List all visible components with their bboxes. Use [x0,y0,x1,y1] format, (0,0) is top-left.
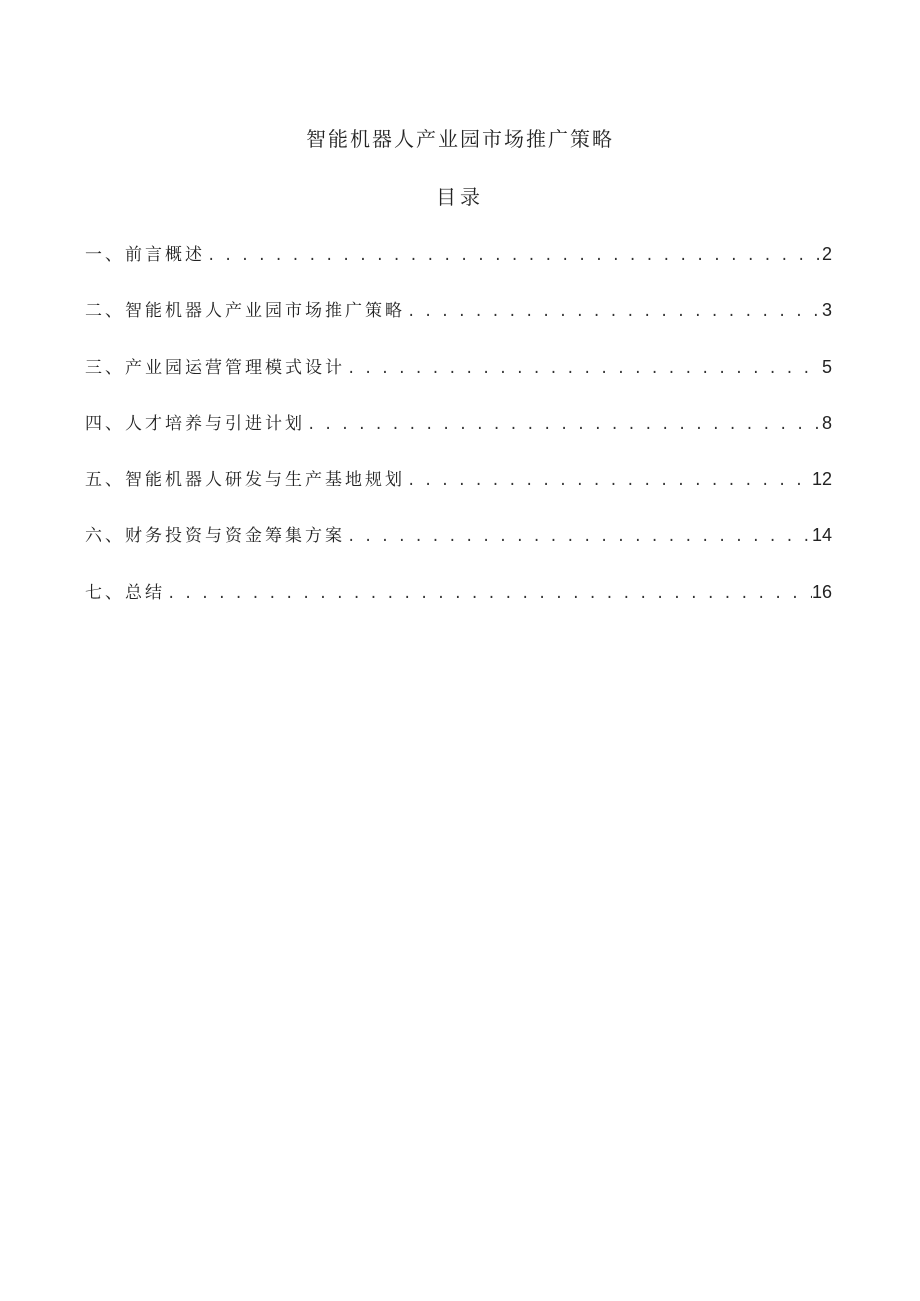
toc-entry-page-number: 14 [811,525,832,546]
toc-entry-talent-plan[interactable] [85,408,832,438]
dot-leader [345,354,822,384]
toc-entry-rd-base-planning[interactable] [85,464,832,494]
toc-entry-financing-plan[interactable] [85,520,832,550]
toc-entry-operations-model[interactable] [85,352,832,382]
toc-entry-label: 七、总结 [85,582,165,603]
toc-entry-marketing-strategy[interactable] [85,295,832,325]
toc-entry-preface[interactable] [85,239,832,269]
dot-leader [345,522,812,552]
toc-entry-page-number: 12 [811,469,832,490]
toc-entry-page-number: 8 [821,412,832,433]
toc-entry-page-number: 5 [821,356,832,377]
toc-entry-label: 二、智能机器人产业园市场推广策略 [85,301,405,322]
dot-leader [205,241,822,271]
dot-leader [405,297,822,327]
dot-leader [165,579,812,609]
toc-entry-summary[interactable] [85,577,832,607]
toc-heading: 目录 [436,185,484,209]
toc-entry-label: 四、人才培养与引进计划 [85,413,305,434]
toc-entry-page-number: 16 [811,581,832,602]
toc-entry-label: 三、产业园运营管理模式设计 [85,357,345,378]
toc-entry-page-number: 3 [821,300,832,321]
toc-entry-label: 六、财务投资与资金筹集方案 [85,526,345,547]
toc-entry-label: 五、智能机器人研发与生产基地规划 [85,470,405,491]
dot-leader [305,410,822,440]
toc-entry-page-number: 2 [821,244,832,264]
dot-leader [405,466,812,496]
document-title: 智能机器人产业园市场推广策略 [306,127,614,151]
toc-entry-label: 一、前言概述 [85,245,205,265]
table-of-contents [85,239,832,633]
